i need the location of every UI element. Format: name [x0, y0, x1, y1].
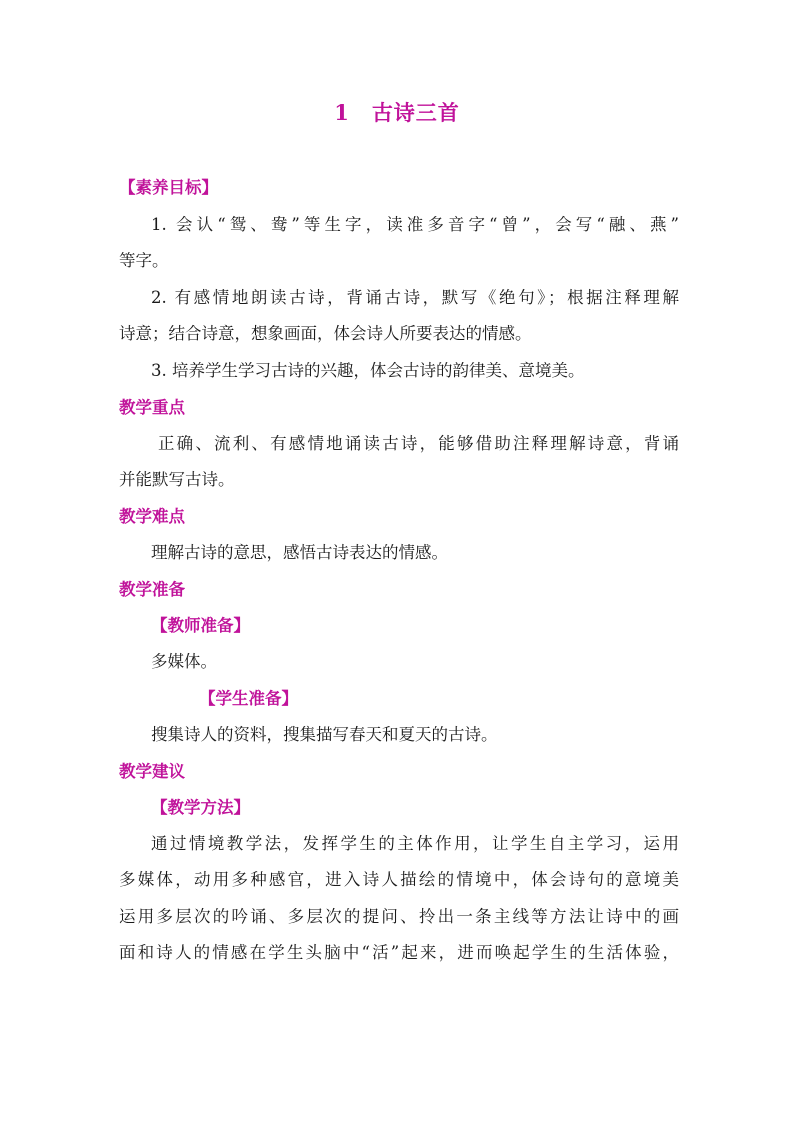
methods-line-3: 运用多层次的吟诵、多层次的提问、拎出一条主线等方法让诗中的画: [119, 907, 679, 926]
goal-item-2-line1: 2. 有感情地朗读古诗，背诵古诗，默写《绝句》；根据注释理解: [151, 288, 679, 307]
teaching-methods-heading: 【教学方法】: [151, 798, 250, 817]
literacy-goals-heading: 【素养目标】: [119, 178, 218, 197]
methods-line-2: 多媒体，动用多种感官，进入诗人描绘的情境中，体会诗句的意境美: [119, 870, 679, 889]
lesson-number: 1: [334, 100, 350, 125]
student-prep-text: 搜集诗人的资料，搜集描写春天和夏天的古诗。: [151, 725, 498, 744]
suggestions-heading: 教学建议: [119, 762, 185, 781]
difficulties-line1: 理解古诗的意思，感悟古诗表达的情感。: [151, 543, 448, 562]
difficulties-heading: 教学难点: [119, 507, 185, 526]
teacher-prep-heading: 【教师准备】: [151, 616, 250, 635]
teacher-prep-text: 多媒体。: [151, 652, 217, 671]
key-points-line1: 正确、流利、有感情地诵读古诗，能够借助注释理解诗意，背诵: [158, 434, 679, 453]
methods-line-1: 通过情境教学法，发挥学生的主体作用，让学生自主学习，运用: [151, 834, 679, 853]
goal-item-1-line1: 1. 会认“鸳、鸯”等生字，读准多音字“曾”，会写“融、燕”: [151, 215, 679, 234]
preparation-heading: 教学准备: [119, 580, 185, 599]
goal-item-3-line1: 3. 培养学生学习古诗的兴趣，体会古诗的韵律美、意境美。: [151, 361, 585, 380]
lesson-title: 古诗三首: [371, 100, 460, 125]
key-points-heading: 教学重点: [119, 398, 185, 417]
goal-item-1-line2: 等字。: [119, 251, 169, 270]
student-prep-heading: 【学生准备】: [199, 689, 298, 708]
methods-line-4: 面和诗人的情感在学生头脑中“活”起来，进而唤起学生的生活体验，: [119, 943, 679, 962]
page-title: [0, 97, 794, 127]
key-points-line2: 并能默写古诗。: [119, 470, 235, 489]
goal-item-2-line2: 诗意；结合诗意，想象画面，体会诗人所要表达的情感。: [119, 324, 532, 343]
